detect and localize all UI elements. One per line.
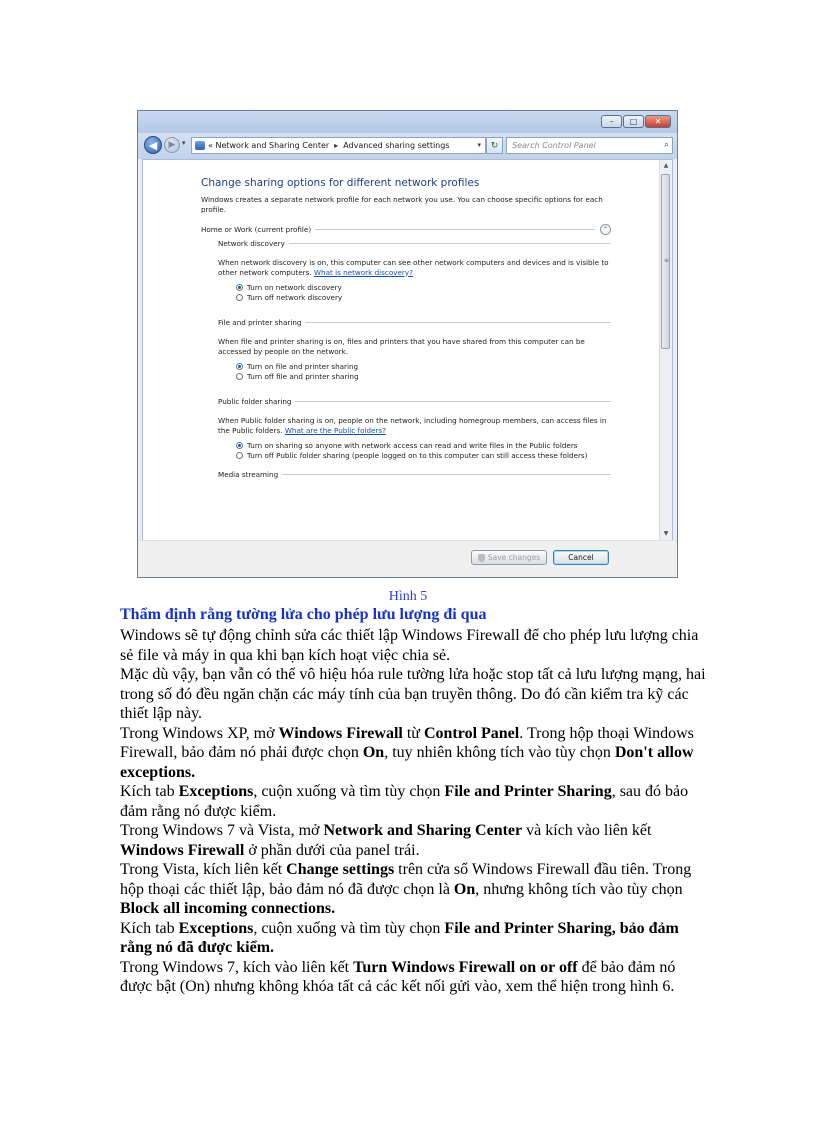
settings-content (142, 159, 673, 541)
profile-heading-label: Home or Work (current profile) (201, 224, 312, 234)
scroll-grip-icon: ≡ (664, 257, 670, 264)
vertical-scrollbar[interactable] (659, 160, 672, 540)
scroll-up-icon[interactable]: ▲ (663, 162, 669, 169)
paragraph-2: Mặc dù vậy, bạn vẫn có thể vô hiệu hóa rule tường lửa hoặc stop tất cả lưu lượng mạng, hai trong số đó đều ngăn chặn các máy tính của bạn truyền thông. Do đó cần kiểm tra kỹ các thiết lập này. (120, 666, 706, 722)
public-folder-sharing-description: When Public folder sharing is on, people on the network, including homegroup members, can access files in the Public folders. What are the Public folders? (218, 416, 607, 435)
sharing-options-panel (201, 177, 611, 480)
search-icon[interactable]: ⌕ (663, 140, 669, 150)
network-icon (195, 141, 205, 150)
paragraph-8: Trong Windows 7, kích vào liên kết Turn Windows Firewall on or off để bảo đảm nó được bật (On) nhưng không khóa tất cả các kết nối gửi vào, xem thể hiện trong hình 6. (120, 958, 676, 995)
panel-intro: Windows creates a separate network profile for each network you use. You can choose specific options for each profile. (201, 195, 603, 214)
cancel-button[interactable]: Cancel (553, 550, 609, 565)
paragraph-6: Trong Vista, kích liên kết Change settings trên cửa sổ Windows Firewall đầu tiên. Trong hộp thoại các thiết lập, bảo đảm nó đã được chọn là On, nhưng không tích vào tùy chọn Block all incoming connections. (120, 861, 692, 917)
radio-public-sharing-off[interactable]: Turn off Public folder sharing (people logged on to this computer can still access these folders) (236, 451, 611, 461)
paragraph-5: Trong Windows 7 và Vista, mở Network and Sharing Center và kích vào liên kết Windows Firewall ở phần dưới của panel trái. (120, 822, 652, 859)
breadcrumb-advanced-sharing[interactable]: Advanced sharing settings (343, 141, 450, 150)
public-folder-sharing-heading (218, 395, 611, 407)
history-dropdown-icon[interactable]: ▾ (182, 139, 186, 147)
minimize-icon[interactable]: – (601, 115, 622, 128)
breadcrumb-prefix: « (208, 141, 213, 150)
address-dropdown-icon[interactable]: ▾ (477, 141, 481, 149)
network-discovery-description: When network discovery is on, this computer can see other network computers and devices and is visible to other network computers. What is network discovery? (218, 258, 609, 277)
paragraph-7: Kích tab Exceptions, cuộn xuống và tìm tùy chọn File and Printer Sharing, bảo đảm rằng nó đã được kiểm. (120, 919, 679, 956)
file-printer-sharing-description: When file and printer sharing is on, files and printers that you have shared from this computer can be accessed by people on the network. (218, 337, 585, 356)
collapse-chevron-icon[interactable]: ⌃ (600, 224, 611, 235)
search-placeholder: Search Control Panel (512, 141, 596, 150)
scroll-thumb[interactable] (661, 174, 670, 349)
address-bar[interactable] (191, 137, 486, 154)
scroll-down-icon[interactable]: ▼ (663, 530, 669, 537)
media-streaming-label: Media streaming (218, 469, 279, 479)
radio-unselected-icon[interactable] (236, 294, 243, 301)
paragraph-4: Kích tab Exceptions, cuộn xuống và tìm tùy chọn File and Printer Sharing, sau đó bảo đảm rằng nó được kiểm. (120, 783, 689, 820)
radio-unselected-icon[interactable] (236, 452, 243, 459)
maximize-icon[interactable]: □ (623, 115, 644, 128)
public-folder-sharing-label: Public folder sharing (218, 396, 292, 406)
radio-file-sharing-on[interactable]: Turn on file and printer sharing (236, 362, 611, 372)
radio-public-sharing-on[interactable]: Turn on sharing so anyone with network access can read and write files in the Public folders (236, 441, 611, 451)
panel-title: Change sharing options for different network profiles (201, 177, 480, 189)
network-discovery-help-link[interactable]: What is network discovery? (313, 267, 413, 277)
save-changes-button[interactable]: Save changes (471, 550, 547, 565)
file-printer-sharing-label: File and printer sharing (218, 317, 302, 327)
divider (282, 474, 611, 475)
radio-network-discovery-on[interactable]: Turn on network discovery (236, 283, 611, 293)
file-printer-sharing-heading (218, 316, 611, 328)
navigation-bar (138, 133, 677, 159)
divider (305, 322, 611, 323)
window-controls (601, 115, 671, 128)
file-printer-sharing-options (236, 362, 611, 381)
media-streaming-heading (218, 468, 611, 480)
dialog-footer (138, 540, 677, 577)
radio-selected-icon[interactable] (236, 363, 243, 370)
breadcrumb-network-sharing-center[interactable]: Network and Sharing Center (215, 141, 330, 150)
network-discovery-options (236, 283, 611, 302)
shield-icon (478, 554, 485, 562)
screenshot-figure (137, 110, 678, 578)
radio-selected-icon[interactable] (236, 284, 243, 291)
divider (289, 243, 611, 244)
public-folders-help-link[interactable]: What are the Public folders? (284, 425, 386, 435)
radio-unselected-icon[interactable] (236, 373, 243, 380)
back-arrow-icon[interactable]: ◀ (144, 136, 162, 154)
radio-file-sharing-off[interactable]: Turn off file and printer sharing (236, 372, 611, 382)
radio-selected-icon[interactable] (236, 442, 243, 449)
section-heading: Thẩm định rằng tường lửa cho phép lưu lượng đi qua (120, 606, 487, 623)
network-discovery-heading (218, 237, 611, 249)
paragraph-1: Windows sẽ tự động chỉnh sửa các thiết lập Windows Firewall để cho phép lưu lượng chia sẻ file và máy in qua khi bạn kích hoạt việc chia sẻ. (120, 627, 699, 664)
profile-heading (201, 223, 611, 235)
figure-caption: Hình 5 (388, 589, 428, 604)
paragraph-3: Trong Windows XP, mở Windows Firewall từ Control Panel. Trong hộp thoại Windows Firewall, bảo đảm nó phải được chọn On, tuy nhiên không tích vào tùy chọn Don't allow exceptions. (120, 724, 694, 781)
window-titlebar (138, 111, 677, 133)
divider (315, 229, 595, 230)
refresh-icon[interactable]: ↻ (486, 137, 503, 154)
search-input[interactable] (506, 137, 673, 154)
public-folder-sharing-options (236, 441, 611, 460)
close-icon[interactable]: ✕ (645, 115, 671, 128)
network-discovery-label: Network discovery (218, 238, 285, 248)
forward-arrow-icon[interactable]: ▶ (164, 137, 180, 153)
divider (295, 401, 611, 402)
article-body (120, 626, 710, 997)
breadcrumb-separator-icon[interactable]: ▸ (334, 141, 339, 150)
radio-network-discovery-off[interactable]: Turn off network discovery (236, 293, 611, 303)
